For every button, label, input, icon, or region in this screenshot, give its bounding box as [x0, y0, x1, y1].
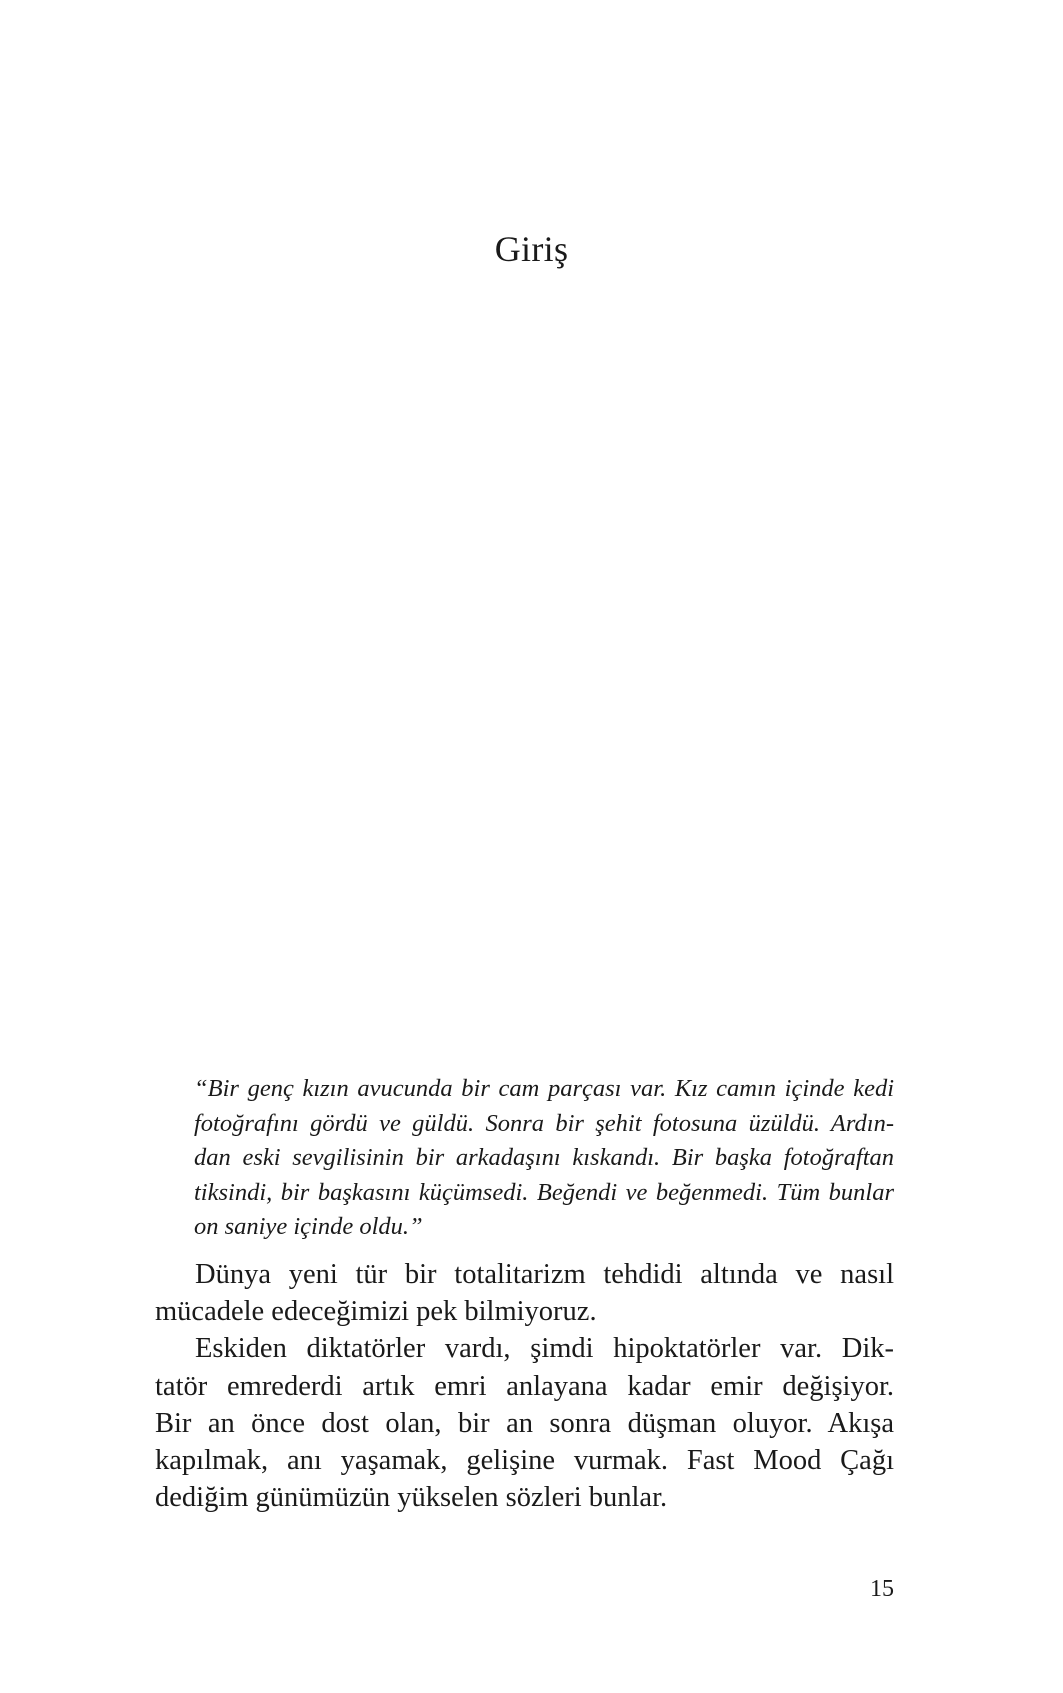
paragraph-line: dediğim günümüzün yükselen sözleri bunlar.: [155, 1482, 668, 1514]
epigraph-line: fotoğrafını gördü ve güldü. Sonra bir şehit fotosuna üzüldü. Ardın-: [194, 1109, 894, 1137]
paragraph-line: Dünya yeni tür bir totalitarizm tehdidi altında ve nasıl: [195, 1259, 894, 1290]
paragraph-1: [155, 1256, 894, 1330]
paragraph-line: mücadele edeceğimizi pek bilmiyoruz.: [155, 1296, 597, 1328]
chapter-title: Giriş: [494, 229, 569, 269]
paragraph-line: tatör emrederdi artık emri anlayana kadar emir değişiyor.: [155, 1370, 894, 1402]
epigraph-line: tiksindi, bir başkasını küçümsedi. Beğendi ve beğenmedi. Tüm bunlar: [194, 1178, 894, 1206]
paragraph-line: kapılmak, anı yaşamak, gelişine vurmak. Fast Mood Çağı: [155, 1445, 894, 1477]
epigraph-line: on saniye içinde oldu.”: [194, 1213, 423, 1241]
paragraph-line: Bir an önce dost olan, bir an sonra düşman oluyor. Akışa: [155, 1407, 894, 1439]
page-number: 15: [870, 1576, 894, 1602]
epigraph-quote: [194, 1072, 894, 1245]
paragraph-2: [155, 1330, 894, 1516]
body-text: [155, 1256, 894, 1516]
paragraph-line: Eskiden diktatörler vardı, şimdi hipoktatörler var. Dik-: [195, 1333, 894, 1365]
epigraph-line: dan eski sevgilisinin bir arkadaşını kıskandı. Bir başka fotoğraftan: [194, 1144, 894, 1172]
epigraph-line: “Bir genç kızın avucunda bir cam parçası var. Kız camın içinde kedi: [194, 1075, 894, 1102]
